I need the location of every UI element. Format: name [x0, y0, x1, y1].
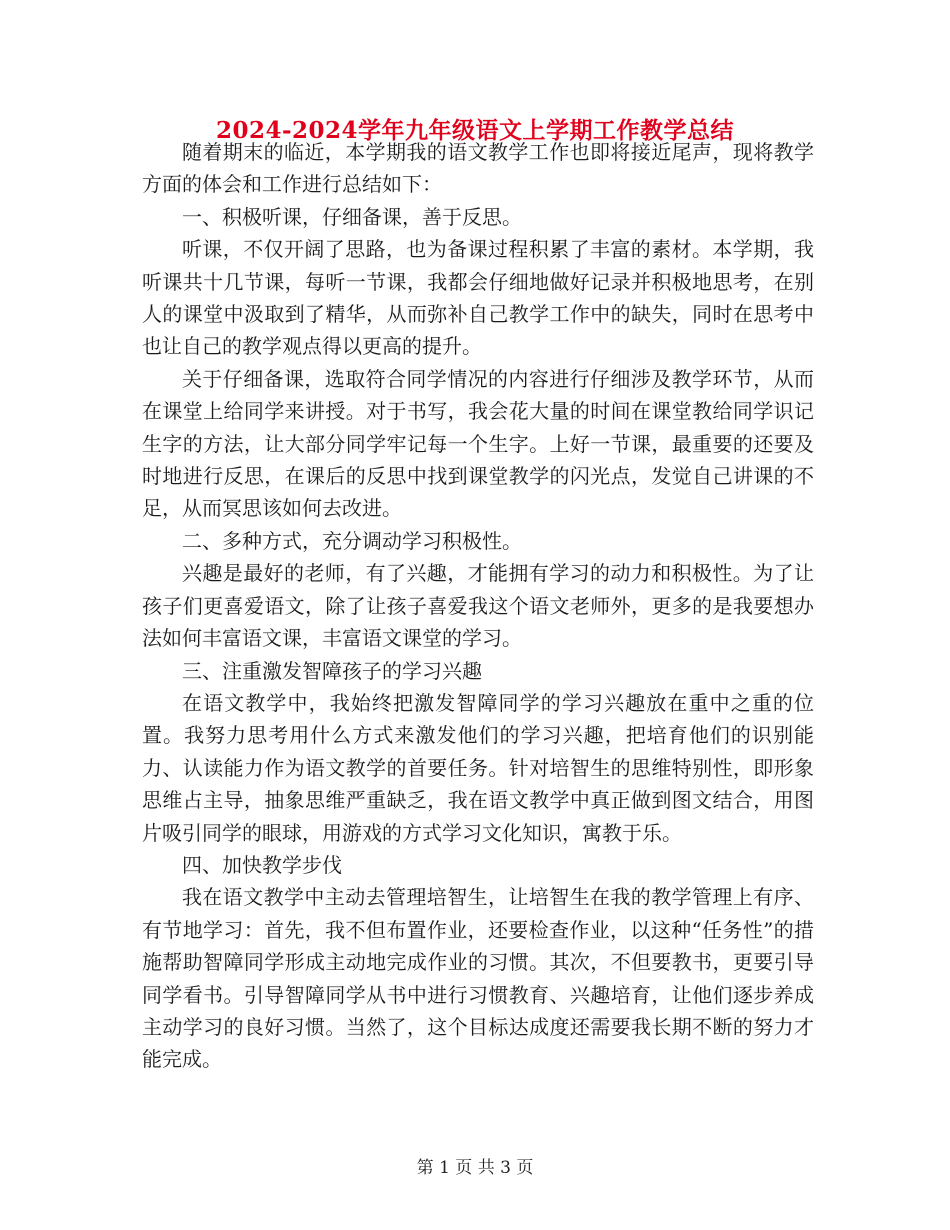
- paragraph: 我在语文教学中主动去管理培智生，让培智生在我的教学管理上有序、有节地学习：首先，我不但布置作业，还要检查作业，以这种“任务性”的措施帮助智障同学形成主动地完成作业的习惯。其次，不但要教书，更要引导同学看书。引导智障同学从书中进行习惯教育、兴趣培育，让他们逐步养成主动学习的良好习惯。当然了，这个目标达成度还需要我长期不断的努力才能完成。: [142, 885, 814, 1072]
- paragraph: 在语文教学中，我始终把激发智障同学的学习兴趣放在重中之重的位置。我努力思考用什么方式来激发他们的学习兴趣，把培育他们的识别能力、认读能力作为语文教学的首要任务。针对培智生的思维特别性，即形象思维占主导，抽象思维严重缺乏，我在语文教学中真正做到图文结合，用图片吸引同学的眼球，用游戏的方式学习文化知识，寓教于乐。: [142, 690, 814, 845]
- paragraph: 关于仔细备课，选取符合同学情况的内容进行仔细涉及教学环节，从而在课堂上给同学来讲授。对于书写，我会花大量的时间在课堂教给同学识记生字的方法，让大部分同学牢记每一个生字。上好一节课，最重要的还要及时地进行反思，在课后的反思中找到课堂教学的闪光点，发觉自己讲课的不足，从而冥思该如何去改进。: [142, 366, 814, 521]
- section-heading-3: 三、注重激发智障孩子的学习兴趣: [182, 658, 482, 683]
- section-heading-1: 一、积极听课，仔细备课，善于反思。: [182, 204, 522, 229]
- section-heading-2: 二、多种方式，充分调动学习积极性。: [182, 528, 522, 553]
- page-footer: 第 1 页 共 3 页: [416, 1158, 534, 1178]
- document-body: [142, 136, 814, 1076]
- paragraph: 听课，不仅开阔了思路，也为备课过程积累了丰富的素材。本学期，我听课共十几节课，每听一节课，我都会仔细地做好记录并积极地思考，在别人的课堂中汲取到了精华，从而弥补自己教学工作中的缺失，同时在思考中也让自己的教学观点得以更高的提升。: [142, 237, 814, 359]
- paragraph: 兴趣是最好的老师，有了兴趣，才能拥有学习的动力和积极性。为了让孩子们更喜爱语文，除了让孩子喜爱我这个语文老师外，更多的是我要想办法如何丰富语文课，丰富语文课堂的学习。: [142, 561, 814, 651]
- section-heading-4: 四、加快教学步伐: [182, 852, 342, 877]
- document-title: 2024-2024学年九年级语文上学期工作教学总结: [215, 117, 735, 144]
- paragraph-intro: 随着期末的临近，本学期我的语文教学工作也即将接近尾声，现将教学方面的体会和工作进行总结如下：: [142, 140, 814, 197]
